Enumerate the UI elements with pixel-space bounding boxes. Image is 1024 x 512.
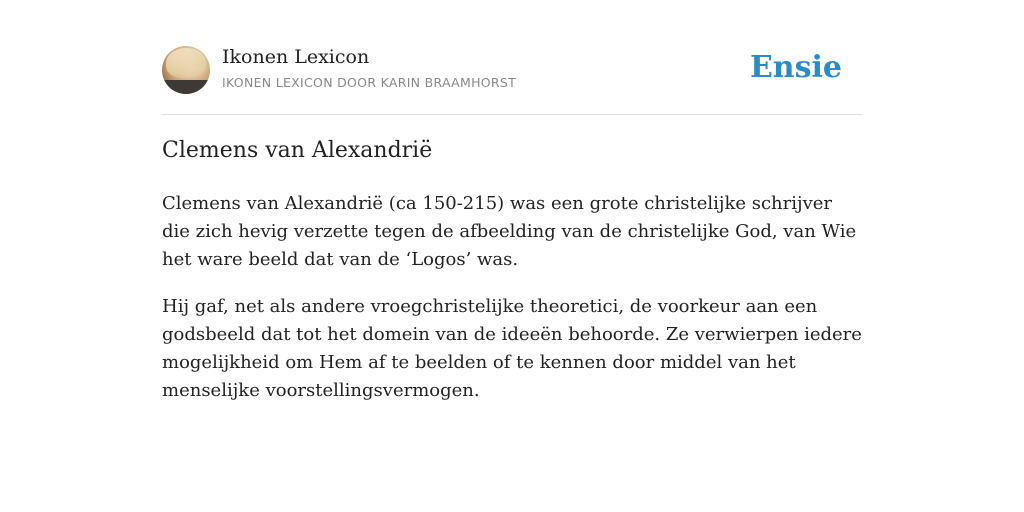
- avatar-shoulder: [162, 80, 210, 94]
- article-paragraph: Hij gaf, net als andere vroegchristelijke theoretici, de voorkeur aan een godsbeeld dat tot het domein van de ideeën behoorde. Ze verwierpen iedere mogelijkheid om Hem af te beelden of te kennen door middel van het menselijke voorstellingsvermogen.: [162, 296, 862, 401]
- avatar-hair: [166, 48, 206, 78]
- author-subtitle: IKONEN LEXICON DOOR KARIN BRAAMHORST: [222, 75, 517, 90]
- author-avatar[interactable]: [162, 46, 210, 94]
- page-header: [162, 44, 862, 115]
- author-name[interactable]: Ikonen Lexicon: [222, 46, 370, 68]
- article-body: [162, 190, 864, 424]
- article-paragraph: Clemens van Alexandrië (ca 150-215) was een grote christelijke schrijver die zich hevig verzette tegen de afbeelding van de christelijke God, van Wie het ware beeld dat van de ‘Logos’ was.: [162, 193, 857, 270]
- brand-logo[interactable]: Ensie: [749, 50, 842, 85]
- article-title: Clemens van Alexandrië: [162, 138, 433, 163]
